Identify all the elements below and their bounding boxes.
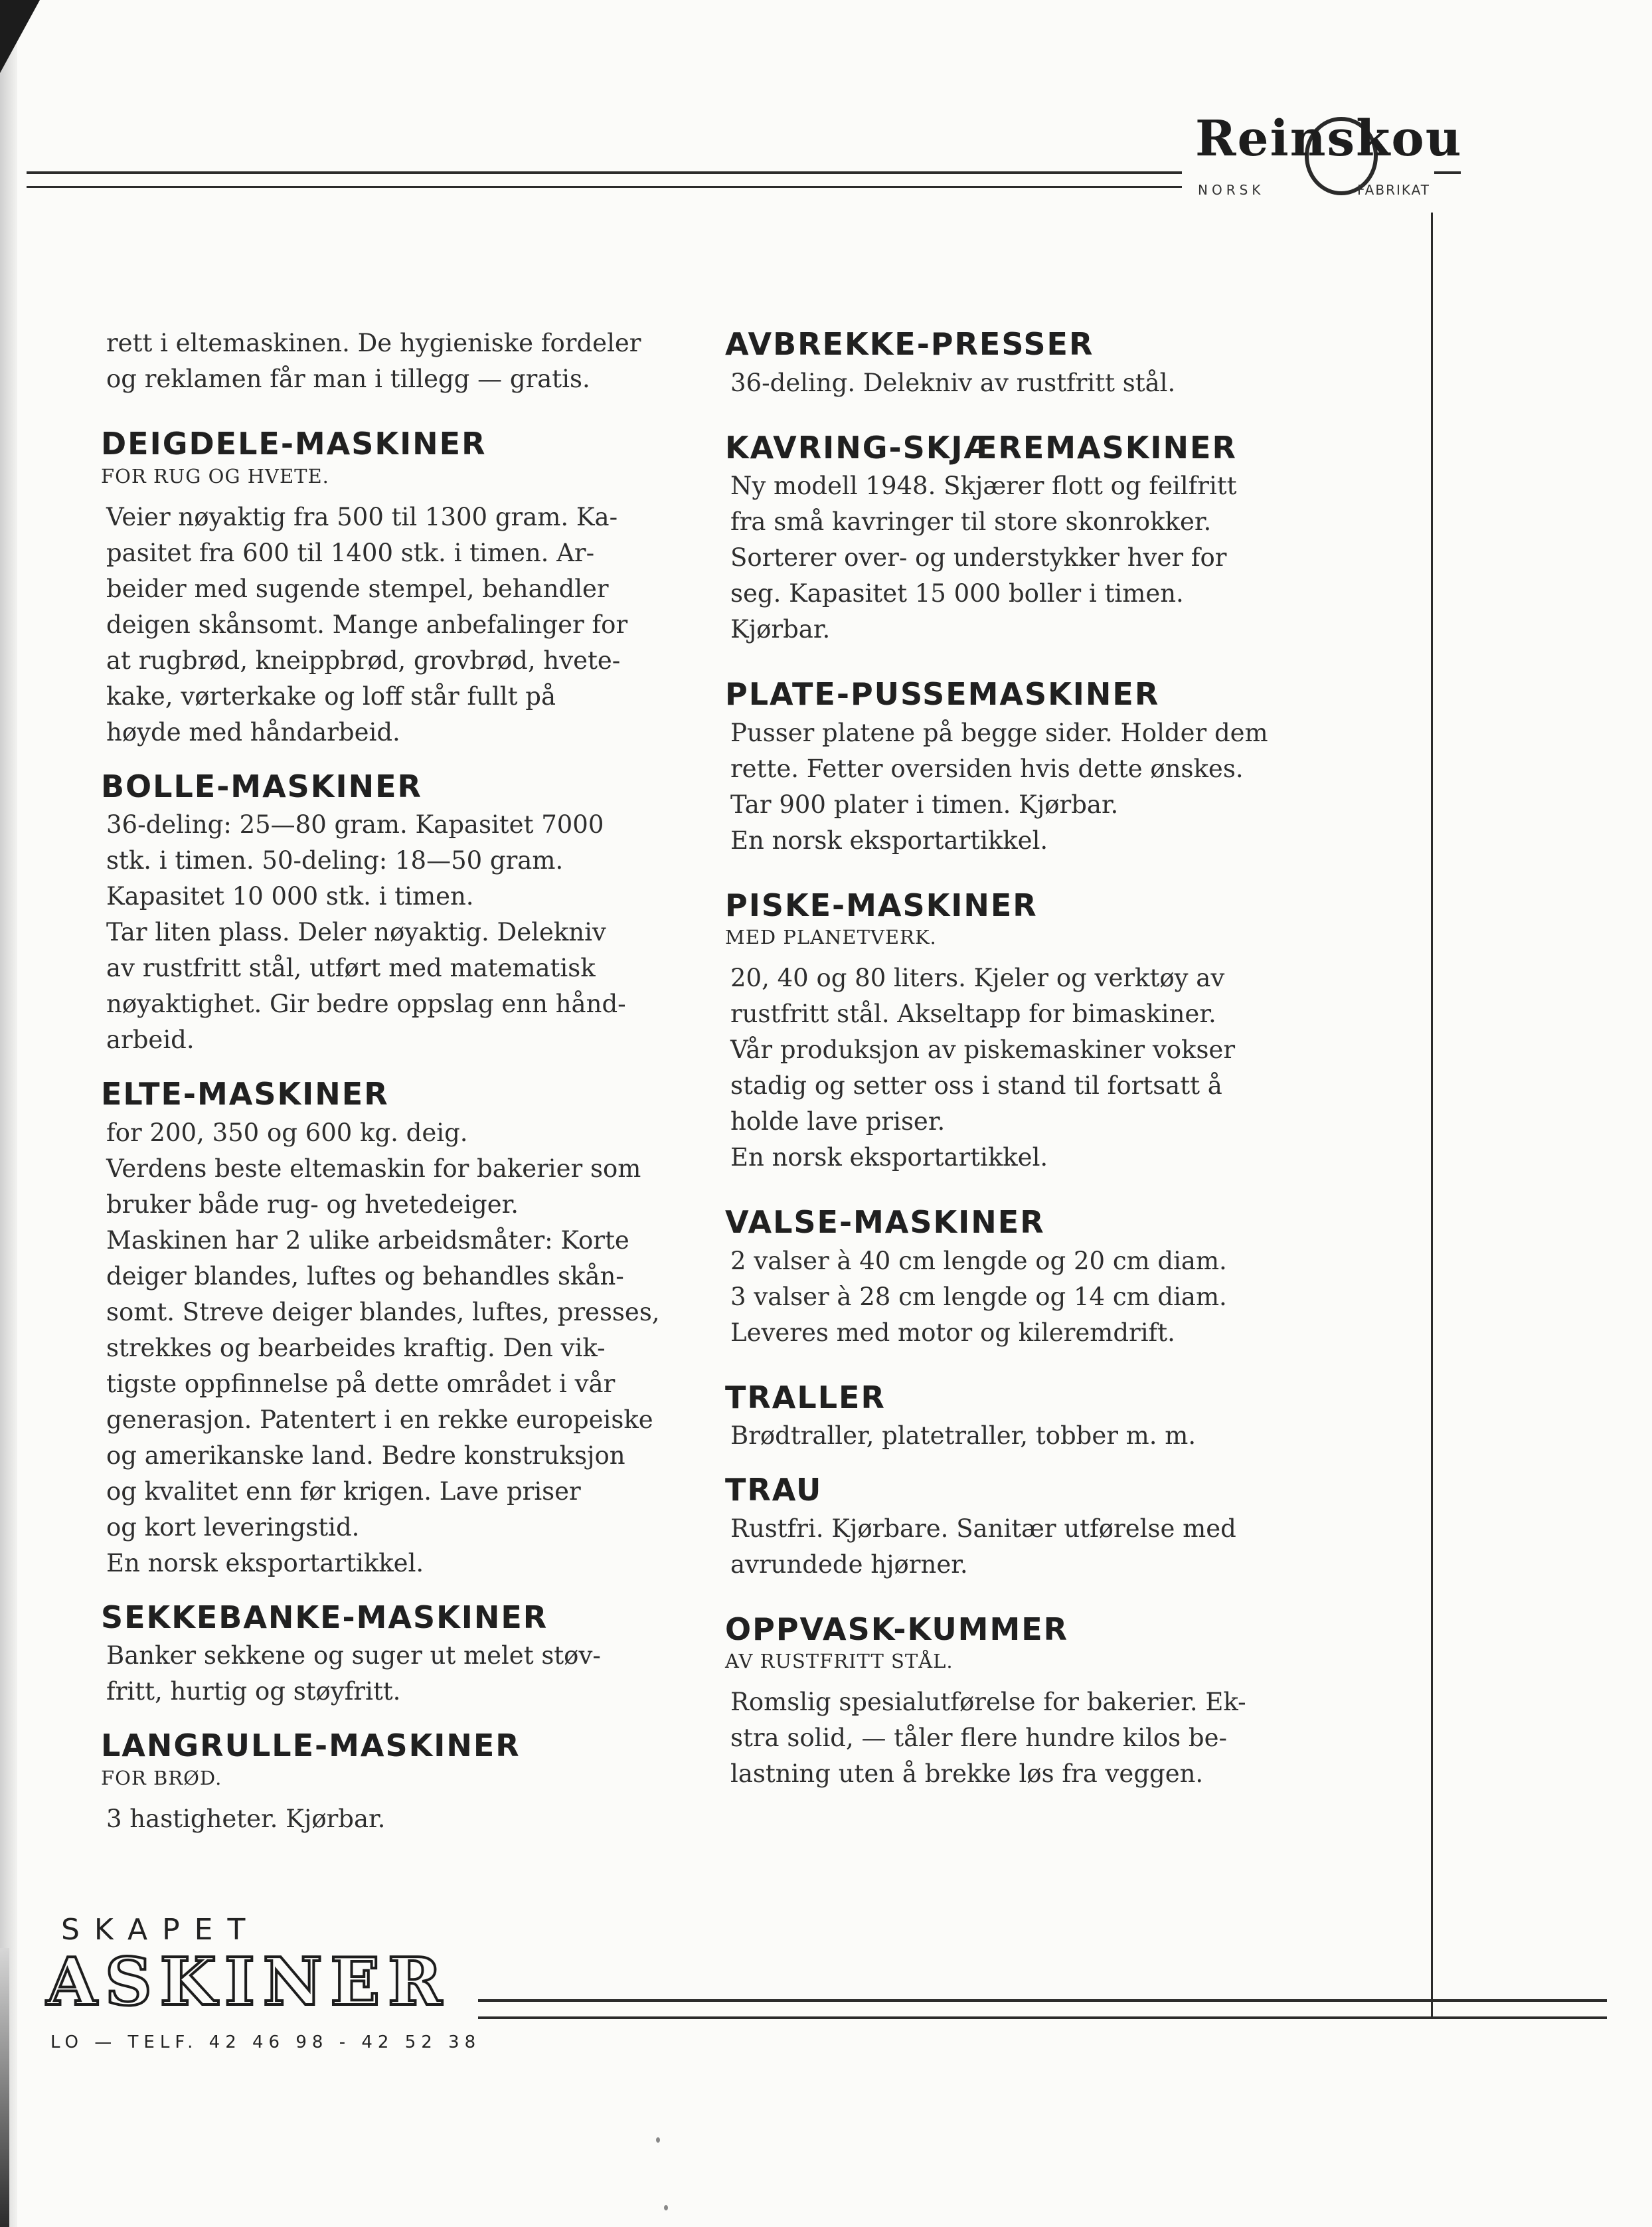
left-column: [101, 325, 660, 1837]
brand-sub-right: FABRIKAT: [1357, 182, 1430, 198]
brand-name: Reinskou: [1195, 110, 1463, 167]
section-line: 36-deling. Delekniv av rustfritt stål.: [730, 368, 1176, 397]
section-line: kake, vørterkake og loff står fullt på: [106, 681, 556, 711]
section-oppvask: [725, 1611, 1308, 1793]
section-line: Tar liten plass. Deler nøyaktig. Delekniv: [106, 918, 606, 946]
section-line: 20, 40 og 80 liters. Kjeler og verktøy av: [730, 964, 1225, 992]
section-line: og kort leveringstid.: [106, 1512, 360, 1542]
section-line: holde lave priser.: [730, 1107, 946, 1136]
section-piske: [725, 887, 1308, 1176]
section-heading: AVBREKKE-PRESSER: [725, 326, 1094, 362]
section-line: rette. Fetter oversiden hvis dette ønskes.: [730, 754, 1244, 783]
section-line: deiger blandes, luftes og behandles skån-: [106, 1261, 624, 1291]
section-line: og kvalitet enn før krigen. Lave priser: [106, 1476, 581, 1506]
section-line: Kapasitet 10 000 stk. i timen.: [106, 882, 474, 911]
section-heading: KAVRING-SKJÆREMASKINER: [725, 429, 1237, 466]
section-heading: DEIGDELE-MASKINER: [101, 426, 487, 462]
right-column: [725, 325, 1308, 1792]
section-bolle: [101, 768, 657, 1059]
section-line: Leveres med motor og kileremdrift.: [730, 1318, 1175, 1347]
section-elte: [101, 1075, 660, 1581]
section-line: Tar 900 plater i timen. Kjørbar.: [730, 790, 1119, 819]
section-line: av rustfritt stål, utført med matematisk: [106, 954, 596, 982]
header-rule-top: [27, 171, 1182, 174]
footer-rule-bottom: [478, 2016, 1607, 2019]
section-line: 36-deling: 25—80 gram. Kapasitet 7000: [106, 810, 604, 839]
section-line: Sorterer over- og understykker hver for: [730, 543, 1227, 572]
footer-rule-top: [478, 1999, 1607, 2002]
section-line: En norsk eksportartikkel.: [106, 1548, 424, 1577]
intro-line: rett i eltemaskinen. De hygieniske fordeler: [106, 329, 641, 357]
section-heading: TRALLER: [725, 1379, 886, 1415]
page-edge-shadow: [0, 0, 17, 2227]
section-line: for 200, 350 og 600 kg. deig.: [106, 1118, 468, 1147]
section-line: og amerikanske land. Bedre konstruksjon: [106, 1441, 625, 1470]
scan-corner-shadow: [0, 0, 40, 73]
section-line: Vår produksjon av piskemaskiner vokser: [730, 1035, 1236, 1064]
section-line: fritt, hurtig og støyfritt.: [106, 1677, 401, 1706]
footer-banner: [40, 1913, 1567, 2066]
intro-line: og reklamen får man i tillegg — gratis.: [106, 365, 590, 393]
frame-right-line: [1431, 213, 1433, 2019]
section-line: fra små kavringer til store skonrokker.: [730, 507, 1212, 536]
section-heading: SEKKEBANKE-MASKINER: [101, 1599, 548, 1635]
section-line: Brødtraller, platetraller, tobber m. m.: [730, 1421, 1197, 1450]
section-subheading: AV RUSTFRITT STÅL.: [725, 1650, 953, 1672]
section-line: høyde med håndarbeid.: [106, 717, 400, 747]
section-kavring: [725, 429, 1308, 648]
section-line: Pusser platene på begge sider. Holder dem: [730, 718, 1268, 747]
section-heading: PLATE-PUSSEMASKINER: [725, 676, 1160, 712]
section-line: Romslig spesialutførelse for bakerier. Ek-: [730, 1688, 1246, 1716]
section-line: pasitet fra 600 til 1400 stk. i timen. Ar-: [106, 538, 595, 567]
section-heading: ELTE-MASKINER: [101, 1076, 389, 1112]
section-avbrekke: [725, 325, 1308, 401]
paper-speck: [656, 2137, 660, 2143]
section-line: Veier nøyaktig fra 500 til 1300 gram. Ka-: [106, 502, 618, 531]
section-line: rustfritt stål. Akseltapp for bimaskiner.: [730, 1000, 1216, 1028]
section-line: Ny modell 1948. Skjærer flott og feilfritt: [730, 472, 1237, 500]
section-line: 3 hastigheter. Kjørbar.: [106, 1804, 386, 1833]
section-line: En norsk eksportartikkel.: [730, 826, 1048, 855]
section-langrulle: [101, 1727, 657, 1837]
scan-bottom-edge-shadow: [0, 1948, 9, 2227]
section-subheading: MED PLANETVERK.: [725, 926, 937, 948]
footer-top-text: SKAPET: [61, 1913, 260, 1947]
section-subheading: FOR RUG OG HVETE.: [101, 464, 329, 488]
section-line: bruker både rug- og hvetedeiger.: [106, 1190, 519, 1219]
section-line: stadig og setter oss i stand til fortsatt å: [730, 1071, 1222, 1100]
section-deigdele: [101, 425, 657, 751]
section-trau: [725, 1471, 1308, 1583]
paper-speck: [664, 2205, 668, 2210]
section-heading: LANGRULLE-MASKINER: [101, 1728, 521, 1763]
section-line: Banker sekkene og suger ut melet støv-: [106, 1641, 601, 1670]
section-line: tigste oppfinnelse på dette området i vår: [106, 1369, 616, 1398]
section-line: nøyaktighet. Gir bedre oppslag enn hånd-: [106, 990, 626, 1018]
section-heading: PISKE-MASKINER: [725, 887, 1038, 923]
section-line: stk. i timen. 50-deling: 18—50 gram.: [106, 846, 564, 875]
brand-logo: [1195, 110, 1463, 198]
section-line: 2 valser à 40 cm lengde og 20 cm diam.: [730, 1246, 1227, 1275]
footer-phone: LO — TELF. 42 46 98 - 42 52 38: [50, 2032, 481, 2052]
section-line: generasjon. Patentert i en rekke europeiske: [106, 1405, 653, 1434]
section-line: arbeid.: [106, 1025, 195, 1054]
section-line: stra solid, — tåler flere hundre kilos be-: [730, 1724, 1228, 1752]
section-heading: VALSE-MASKINER: [725, 1204, 1045, 1240]
brand-sub-left: NORSK: [1198, 182, 1265, 198]
section-line: avrundede hjørner.: [730, 1550, 968, 1579]
section-heading: OPPVASK-KUMMER: [725, 1611, 1069, 1647]
section-line: seg. Kapasitet 15 000 boller i timen.: [730, 579, 1184, 608]
section-line: Maskinen har 2 ulike arbeidsmåter: Korte: [106, 1225, 629, 1255]
intro-paragraph: [106, 325, 657, 397]
section-traller: [725, 1379, 1308, 1455]
section-heading: TRAU: [725, 1472, 823, 1508]
section-line: strekkes og bearbeides kraftig. Den vik-: [106, 1333, 606, 1362]
section-line: beider med sugende stempel, behandler: [106, 574, 609, 603]
section-heading: BOLLE-MASKINER: [101, 768, 422, 804]
section-plate-pusse: [725, 675, 1308, 859]
section-line: Verdens beste eltemaskin for bakerier som: [106, 1154, 641, 1183]
section-line: somt. Streve deiger blandes, luftes, presses,: [106, 1297, 660, 1326]
section-subheading: FOR BRØD.: [101, 1766, 222, 1789]
section-line: deigen skånsomt. Mange anbefalinger for: [106, 610, 628, 639]
section-valse: [725, 1203, 1308, 1351]
section-line: lastning uten å brekke løs fra veggen.: [730, 1759, 1204, 1788]
section-line: at rugbrød, kneippbrød, grovbrød, hvete-: [106, 646, 621, 675]
section-sekkebanke: [101, 1599, 657, 1710]
section-line: Kjørbar.: [730, 615, 831, 644]
section-line: En norsk eksportartikkel.: [730, 1143, 1048, 1172]
section-line: 3 valser à 28 cm lengde og 14 cm diam.: [730, 1282, 1227, 1311]
header-rule-bottom: [27, 186, 1182, 188]
footer-big-text: ASKINER: [46, 1944, 450, 2020]
section-line: Rustfri. Kjørbare. Sanitær utførelse med: [730, 1514, 1236, 1543]
